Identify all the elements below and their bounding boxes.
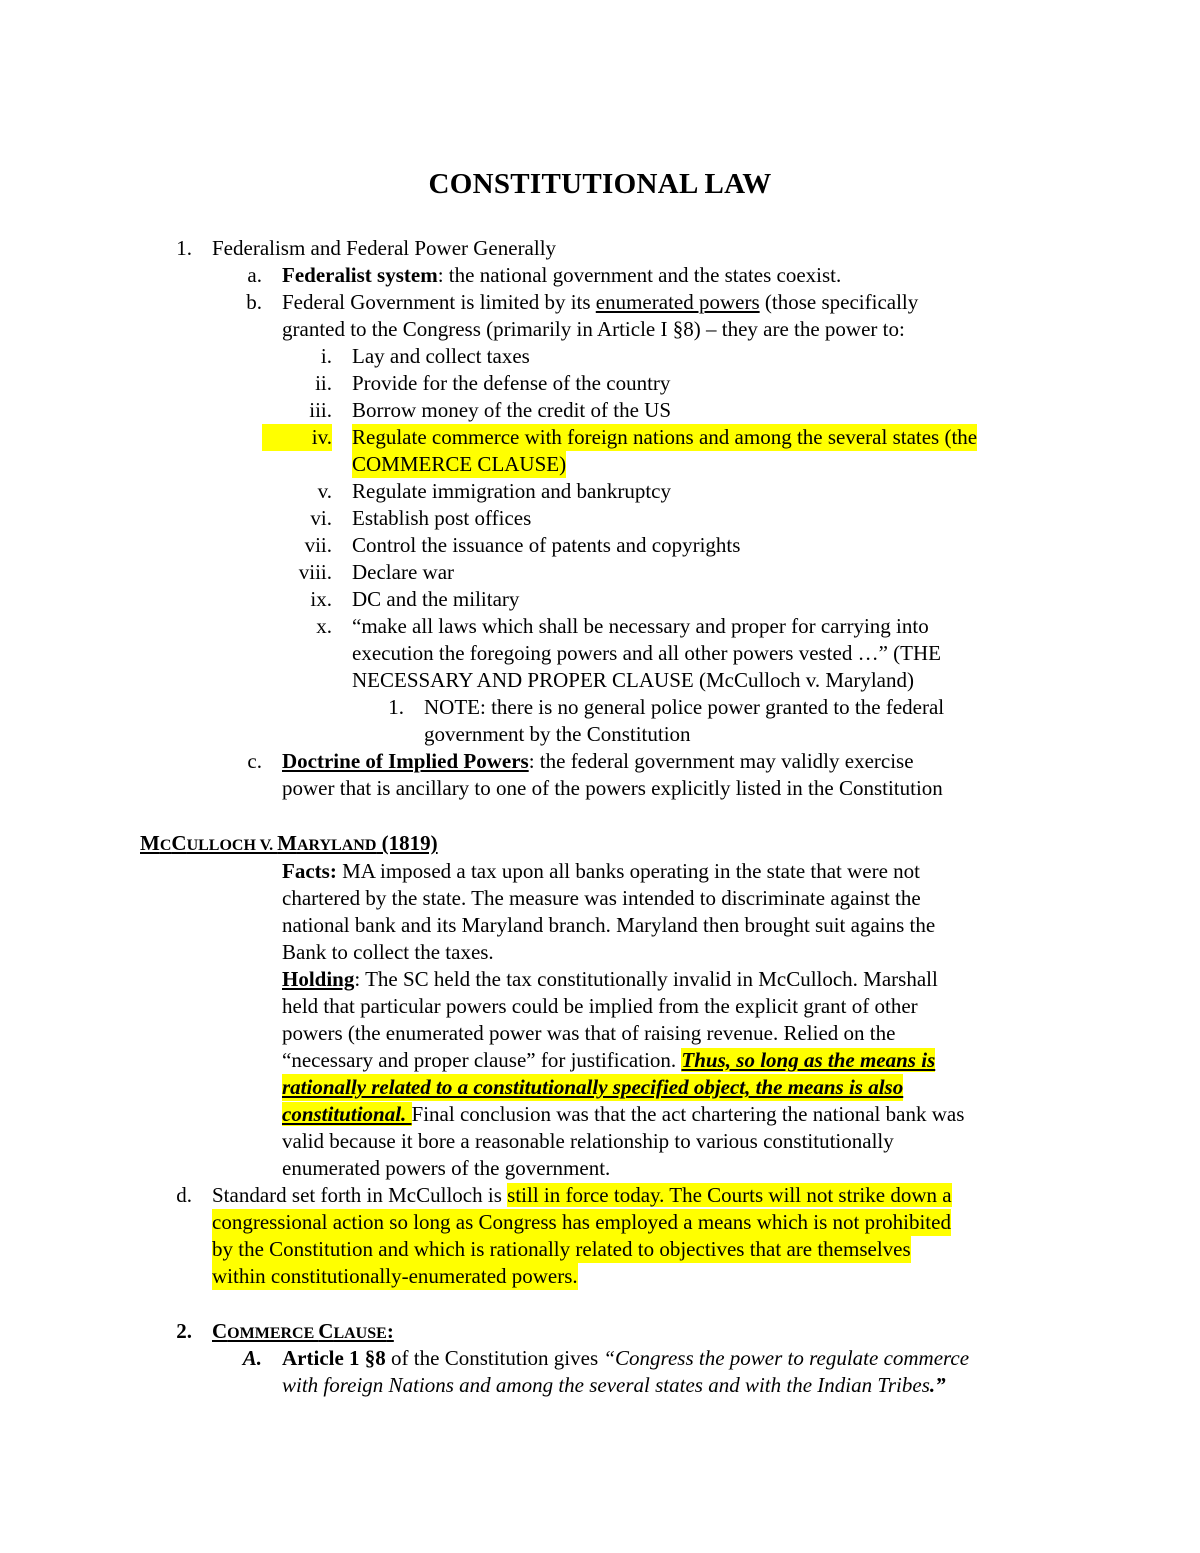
item-text: COMMERCE CLAUSE) <box>352 452 567 476</box>
list-marker: c. <box>247 749 262 773</box>
item-text <box>282 966 938 993</box>
item-text <box>282 1101 964 1128</box>
text-run: Standard set forth in McCulloch is <box>212 1183 508 1207</box>
item-text: Borrow money of the credit of the US <box>352 398 672 422</box>
item-text <box>282 1372 946 1399</box>
item-text: Lay and collect taxes <box>352 344 530 368</box>
text-run: C <box>318 1319 334 1343</box>
item-text: NECESSARY AND PROPER CLAUSE (McCulloch v. Maryland) <box>352 668 914 692</box>
list-marker: 2. <box>176 1319 192 1343</box>
section-heading <box>212 1318 394 1347</box>
item-text: national bank and its Maryland branch. Maryland then brought suit agains the <box>282 913 936 937</box>
highlighted-text: within constitutionally-enumerated powers. <box>212 1264 578 1288</box>
list-marker: viii. <box>298 560 332 584</box>
item-text: enumerated powers of the government. <box>282 1156 611 1180</box>
highlighted-rule: constitutional. <box>282 1102 412 1126</box>
article-ref: Article 1 §8 <box>282 1346 386 1370</box>
highlighted-text: by the Constitution and which is rationally related to objectives that are themselves <box>212 1237 911 1261</box>
list-marker: i. <box>320 344 332 368</box>
item-text: granted to the Congress (primarily in Article I §8) – they are the power to: <box>282 317 905 341</box>
holding-label: Holding <box>282 967 355 991</box>
item-text: Regulate commerce with foreign nations and among the several states (the <box>352 425 978 449</box>
text-run: of the Constitution gives <box>385 1346 604 1370</box>
item-text <box>282 1345 969 1372</box>
item-text: Federalism and Federal Power Generally <box>212 236 557 260</box>
text-run: C <box>171 831 187 855</box>
item-text: DC and the military <box>352 587 520 611</box>
text-run: Federal Government is limited by its <box>282 290 596 314</box>
item-text: Establish post offices <box>352 506 532 530</box>
term-bold: Federalist system <box>282 263 438 287</box>
term-bold-underlined: Doctrine of Implied Powers <box>282 749 529 773</box>
text-run: M <box>277 831 297 855</box>
term-definition: : the national government and the states coexist. <box>437 263 842 287</box>
list-marker: b. <box>246 290 262 314</box>
list-marker: A. <box>242 1346 262 1370</box>
case-title <box>140 830 438 859</box>
facts-label: Facts: <box>282 859 337 883</box>
list-marker: 1. <box>176 236 192 260</box>
text-run: C <box>159 837 172 854</box>
item-text <box>282 262 841 289</box>
list-marker: iii. <box>309 398 332 422</box>
item-text: Provide for the defense of the country <box>352 371 671 395</box>
quote-text: “Congress the power to regulate commerce <box>603 1346 970 1370</box>
item-text: “make all laws which shall be necessary and proper for carrying into <box>352 614 929 638</box>
text-run: (those specifically <box>759 290 919 314</box>
item-text: held that particular powers could be implied from the explicit grant of other <box>282 994 918 1018</box>
item-text: Declare war <box>352 560 455 584</box>
item-text: Regulate immigration and bankruptcy <box>352 479 671 503</box>
item-text <box>212 1182 952 1209</box>
text-run: C <box>212 1319 228 1343</box>
list-marker: ii. <box>315 371 332 395</box>
text-run: LAUSE <box>333 1325 387 1342</box>
item-text: Control the issuance of patents and copyrights <box>352 533 741 557</box>
item-text: Bank to collect the taxes. <box>282 940 494 964</box>
text-run: OMMERCE <box>227 1325 319 1342</box>
text-run: “necessary and proper clause” for justification. <box>282 1048 682 1072</box>
item-text: valid because it bore a reasonable relationship to various constitutionally <box>282 1129 894 1153</box>
text-run: : the federal government may validly exercise <box>528 749 914 773</box>
item-text: execution the foregoing powers and all other powers vested …” (THE <box>352 641 941 665</box>
quote-end: .” <box>929 1373 946 1397</box>
list-marker: a. <box>247 263 262 287</box>
item-text: power that is ancillary to one of the powers explicitly listed in the Constitution <box>282 776 943 800</box>
page-title: CONSTITUTIONAL LAW <box>428 168 772 200</box>
list-marker: 1. <box>388 695 404 719</box>
text-run: : <box>386 1319 394 1343</box>
text-run: : The SC held the tax constitutionally invalid in McCulloch. Marshall <box>354 967 938 991</box>
list-marker: vii. <box>304 533 332 557</box>
list-marker: iv. <box>262 424 332 451</box>
highlighted-text: congressional action so long as Congress has employed a means which is not prohibited <box>212 1210 951 1234</box>
list-marker: d. <box>176 1183 192 1207</box>
underlined-term: enumerated powers <box>595 290 760 314</box>
item-text: chartered by the state. The measure was intended to discriminate against the <box>282 886 921 910</box>
text-run: Final conclusion was that the act chartering the national bank was <box>411 1102 965 1126</box>
highlighted-rule: rationally related to a constitutionally specified object, the means is also <box>282 1075 904 1099</box>
list-marker: x. <box>316 614 332 638</box>
list-marker: vi. <box>310 506 332 530</box>
text-run: MA imposed a tax upon all banks operating in the state that were not <box>336 859 921 883</box>
list-marker: ix. <box>310 587 332 611</box>
list-marker: v. <box>317 479 332 503</box>
highlighted-text: still in force today. The Courts will not strike down a <box>507 1183 952 1207</box>
item-text <box>282 1047 935 1074</box>
item-text: government by the Constitution <box>424 722 691 746</box>
text-run: ULLOCH V. <box>186 837 278 854</box>
item-text <box>282 289 918 316</box>
item-text: NOTE: there is no general police power granted to the federal <box>424 695 945 719</box>
quote-text: with foreign Nations and among the several states and with the Indian Tribes <box>282 1373 930 1397</box>
text-run: (1819) <box>376 831 438 855</box>
item-text: powers (the enumerated power was that of raising revenue. Relied on the <box>282 1021 896 1045</box>
highlighted-rule: Thus, so long as the means is <box>681 1048 936 1072</box>
text-run: M <box>140 831 160 855</box>
item-text <box>282 748 914 775</box>
text-run: ARYLAND <box>296 837 377 854</box>
item-text <box>282 858 920 885</box>
